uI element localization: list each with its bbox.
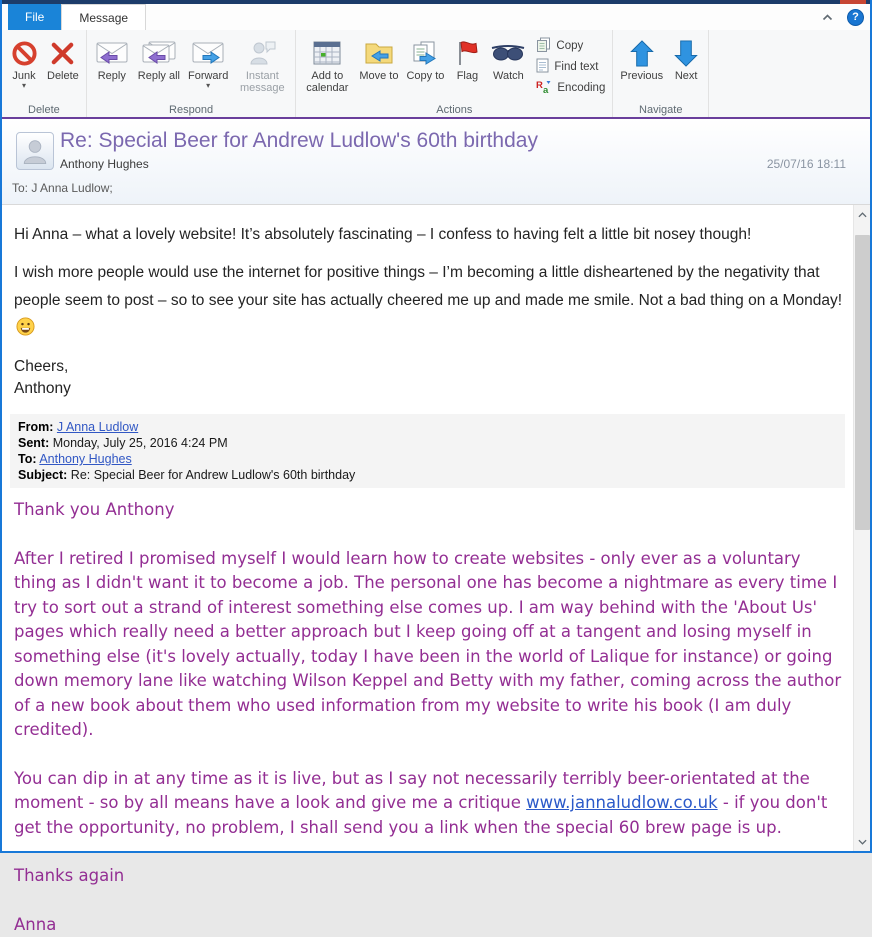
delete-icon (50, 36, 75, 70)
previous-button[interactable] (616, 33, 667, 82)
watch-label: Watch (493, 70, 524, 82)
reply-paragraph-text: - if you don't get the opportunity, no problem, I shall send you a link when the special 60 brew page is up. (14, 793, 827, 837)
add-to-calendar-icon (312, 36, 342, 70)
quoted-subject-value: Re: Special Beer for Andrew Ludlow's 60th birthday (71, 468, 356, 482)
signoff-anthony: Anthony (14, 378, 845, 400)
copy-to-button[interactable] (402, 33, 448, 82)
copy-icon (536, 37, 551, 55)
next-label: Next (675, 70, 698, 82)
add-to-calendar-button[interactable] (299, 33, 355, 94)
copy-button[interactable] (536, 37, 605, 55)
scroll-up-icon[interactable] (854, 206, 871, 223)
previous-icon (629, 36, 655, 70)
ribbon-group-actions (296, 30, 613, 117)
forward-label: Forward (188, 70, 228, 82)
message-body (2, 205, 870, 851)
quoted-to-link[interactable]: Anthony Hughes (39, 452, 131, 466)
body-paragraph-text: I wish more people would use the internet for positive things – I’m becoming a little disheartened by the negativity that people seem to post – so to see your site has actually cheered me up and made me smile. Not a bad thing on a Monday! (14, 264, 842, 309)
tab-message[interactable]: Message (61, 4, 146, 30)
sender-name: Anthony Hughes (60, 157, 149, 171)
ribbon-group-respond (87, 30, 297, 117)
avatar (16, 132, 54, 170)
body-paragraph: Hi Anna – what a lovely website! It’s absolutely fascinating – I confess to having felt a little bit nosey though! (14, 221, 845, 249)
group-label-actions: Actions (296, 104, 612, 116)
svg-text:R: R (536, 80, 543, 91)
forward-icon (190, 36, 226, 70)
find-text-label: Find text (554, 61, 598, 73)
quoted-subject-label: Subject: (18, 468, 67, 482)
ribbon-group-delete (2, 30, 87, 117)
recipient-line: To: J Anna Ludlow; (12, 181, 113, 195)
svg-text:a: a (543, 85, 549, 96)
reply-greeting: Thank you Anthony (14, 498, 845, 523)
next-icon (673, 36, 699, 70)
move-to-button[interactable] (355, 33, 402, 82)
dropdown-caret-icon: ▾ (22, 82, 26, 89)
vertical-scrollbar[interactable] (853, 205, 870, 851)
quoted-from-label: From: (18, 420, 53, 434)
previous-label: Previous (620, 70, 663, 82)
reply-paragraph-text: You can dip in at any time as it is live, but as I say not necessarily terribly beer-orientated at the moment - so by all means have a look and give me a critique (14, 769, 810, 813)
add-to-calendar-label: Add to calendar (303, 70, 351, 94)
grinning-smiley-icon (16, 323, 35, 340)
reply-paragraph: After I retired I promised myself I would learn how to create websites - only ever as a voluntary thing as I didn't want it to become a job. The personal one has become a nightmare as every time I try to sort out a strand of interest something else comes up. I am way behind with the 'About Us' pages which really need a better approach but I keep going off at a tangent and losing myself in something else (it's lovely actually, today I have been in the world of Lalique for instance) or going down memory lane like watching Wilson Keppel and Betty with my father, coming across the author of a new book about them who used information from my website to write his book (I am duly credited). (14, 547, 845, 743)
find-text-button[interactable] (536, 58, 605, 76)
watch-button[interactable] (486, 33, 530, 82)
group-label-delete: Delete (2, 104, 86, 116)
person-icon (18, 134, 52, 168)
ribbon (2, 30, 870, 117)
copy-to-icon (409, 36, 441, 70)
tab-file[interactable]: File (8, 4, 61, 30)
quoted-sent-value: Monday, July 25, 2016 4:24 PM (53, 436, 228, 450)
reply-label: Reply (98, 70, 126, 82)
reply-button[interactable] (90, 33, 134, 82)
website-link[interactable]: www.jannaludlow.co.uk (526, 793, 718, 812)
reply-signature: Anna (14, 913, 845, 937)
message-header (2, 119, 870, 205)
flag-button[interactable] (448, 33, 486, 82)
instant-message-label: Instant message (236, 70, 288, 94)
reply-all-label: Reply all (138, 70, 180, 82)
find-text-icon (536, 58, 549, 76)
instant-message-button (232, 33, 292, 94)
ribbon-tab-row (2, 4, 870, 30)
encoding-label: Encoding (557, 82, 605, 94)
delete-label: Delete (47, 70, 79, 82)
scrollbar-thumb[interactable] (855, 235, 870, 530)
quoted-to-label: To: (18, 452, 37, 466)
move-to-label: Move to (359, 70, 398, 82)
reply-all-icon (140, 36, 178, 70)
encoding-button[interactable] (536, 79, 605, 97)
move-to-icon (364, 36, 394, 70)
encoding-icon (536, 79, 552, 97)
flag-label: Flag (457, 70, 478, 82)
group-label-navigate: Navigate (613, 104, 708, 116)
collapse-ribbon-icon[interactable] (817, 8, 837, 26)
dropdown-caret-icon: ▾ (206, 82, 210, 89)
signoff-cheers: Cheers, (14, 356, 845, 378)
junk-icon (11, 36, 38, 70)
forward-button[interactable] (184, 33, 232, 89)
reply-paragraph (14, 767, 845, 841)
body-paragraph (14, 259, 845, 346)
scroll-down-icon[interactable] (854, 833, 871, 850)
quoted-sent-label: Sent: (18, 436, 49, 450)
delete-button[interactable] (43, 33, 83, 82)
subject-title: Re: Special Beer for Andrew Ludlow's 60th birthday (60, 129, 538, 153)
flag-icon (455, 36, 479, 70)
next-button[interactable] (667, 33, 705, 82)
junk-label: Junk (12, 70, 35, 82)
group-label-respond: Respond (87, 104, 296, 116)
reply-thanks: Thanks again (14, 864, 845, 889)
help-button[interactable]: ? (847, 9, 864, 26)
ribbon-group-navigate (613, 30, 709, 117)
reply-all-button[interactable] (134, 33, 184, 82)
junk-button[interactable] (5, 33, 43, 89)
copy-label: Copy (556, 40, 583, 52)
reply-text (14, 498, 845, 937)
reply-icon (94, 36, 130, 70)
copy-to-label: Copy to (406, 70, 444, 82)
quoted-header-block (10, 414, 845, 488)
watch-icon (490, 36, 526, 70)
message-content (2, 205, 853, 851)
quoted-from-link[interactable]: J Anna Ludlow (57, 420, 138, 434)
received-date: 25/07/16 18:11 (767, 157, 846, 171)
instant-message-icon (247, 36, 277, 70)
